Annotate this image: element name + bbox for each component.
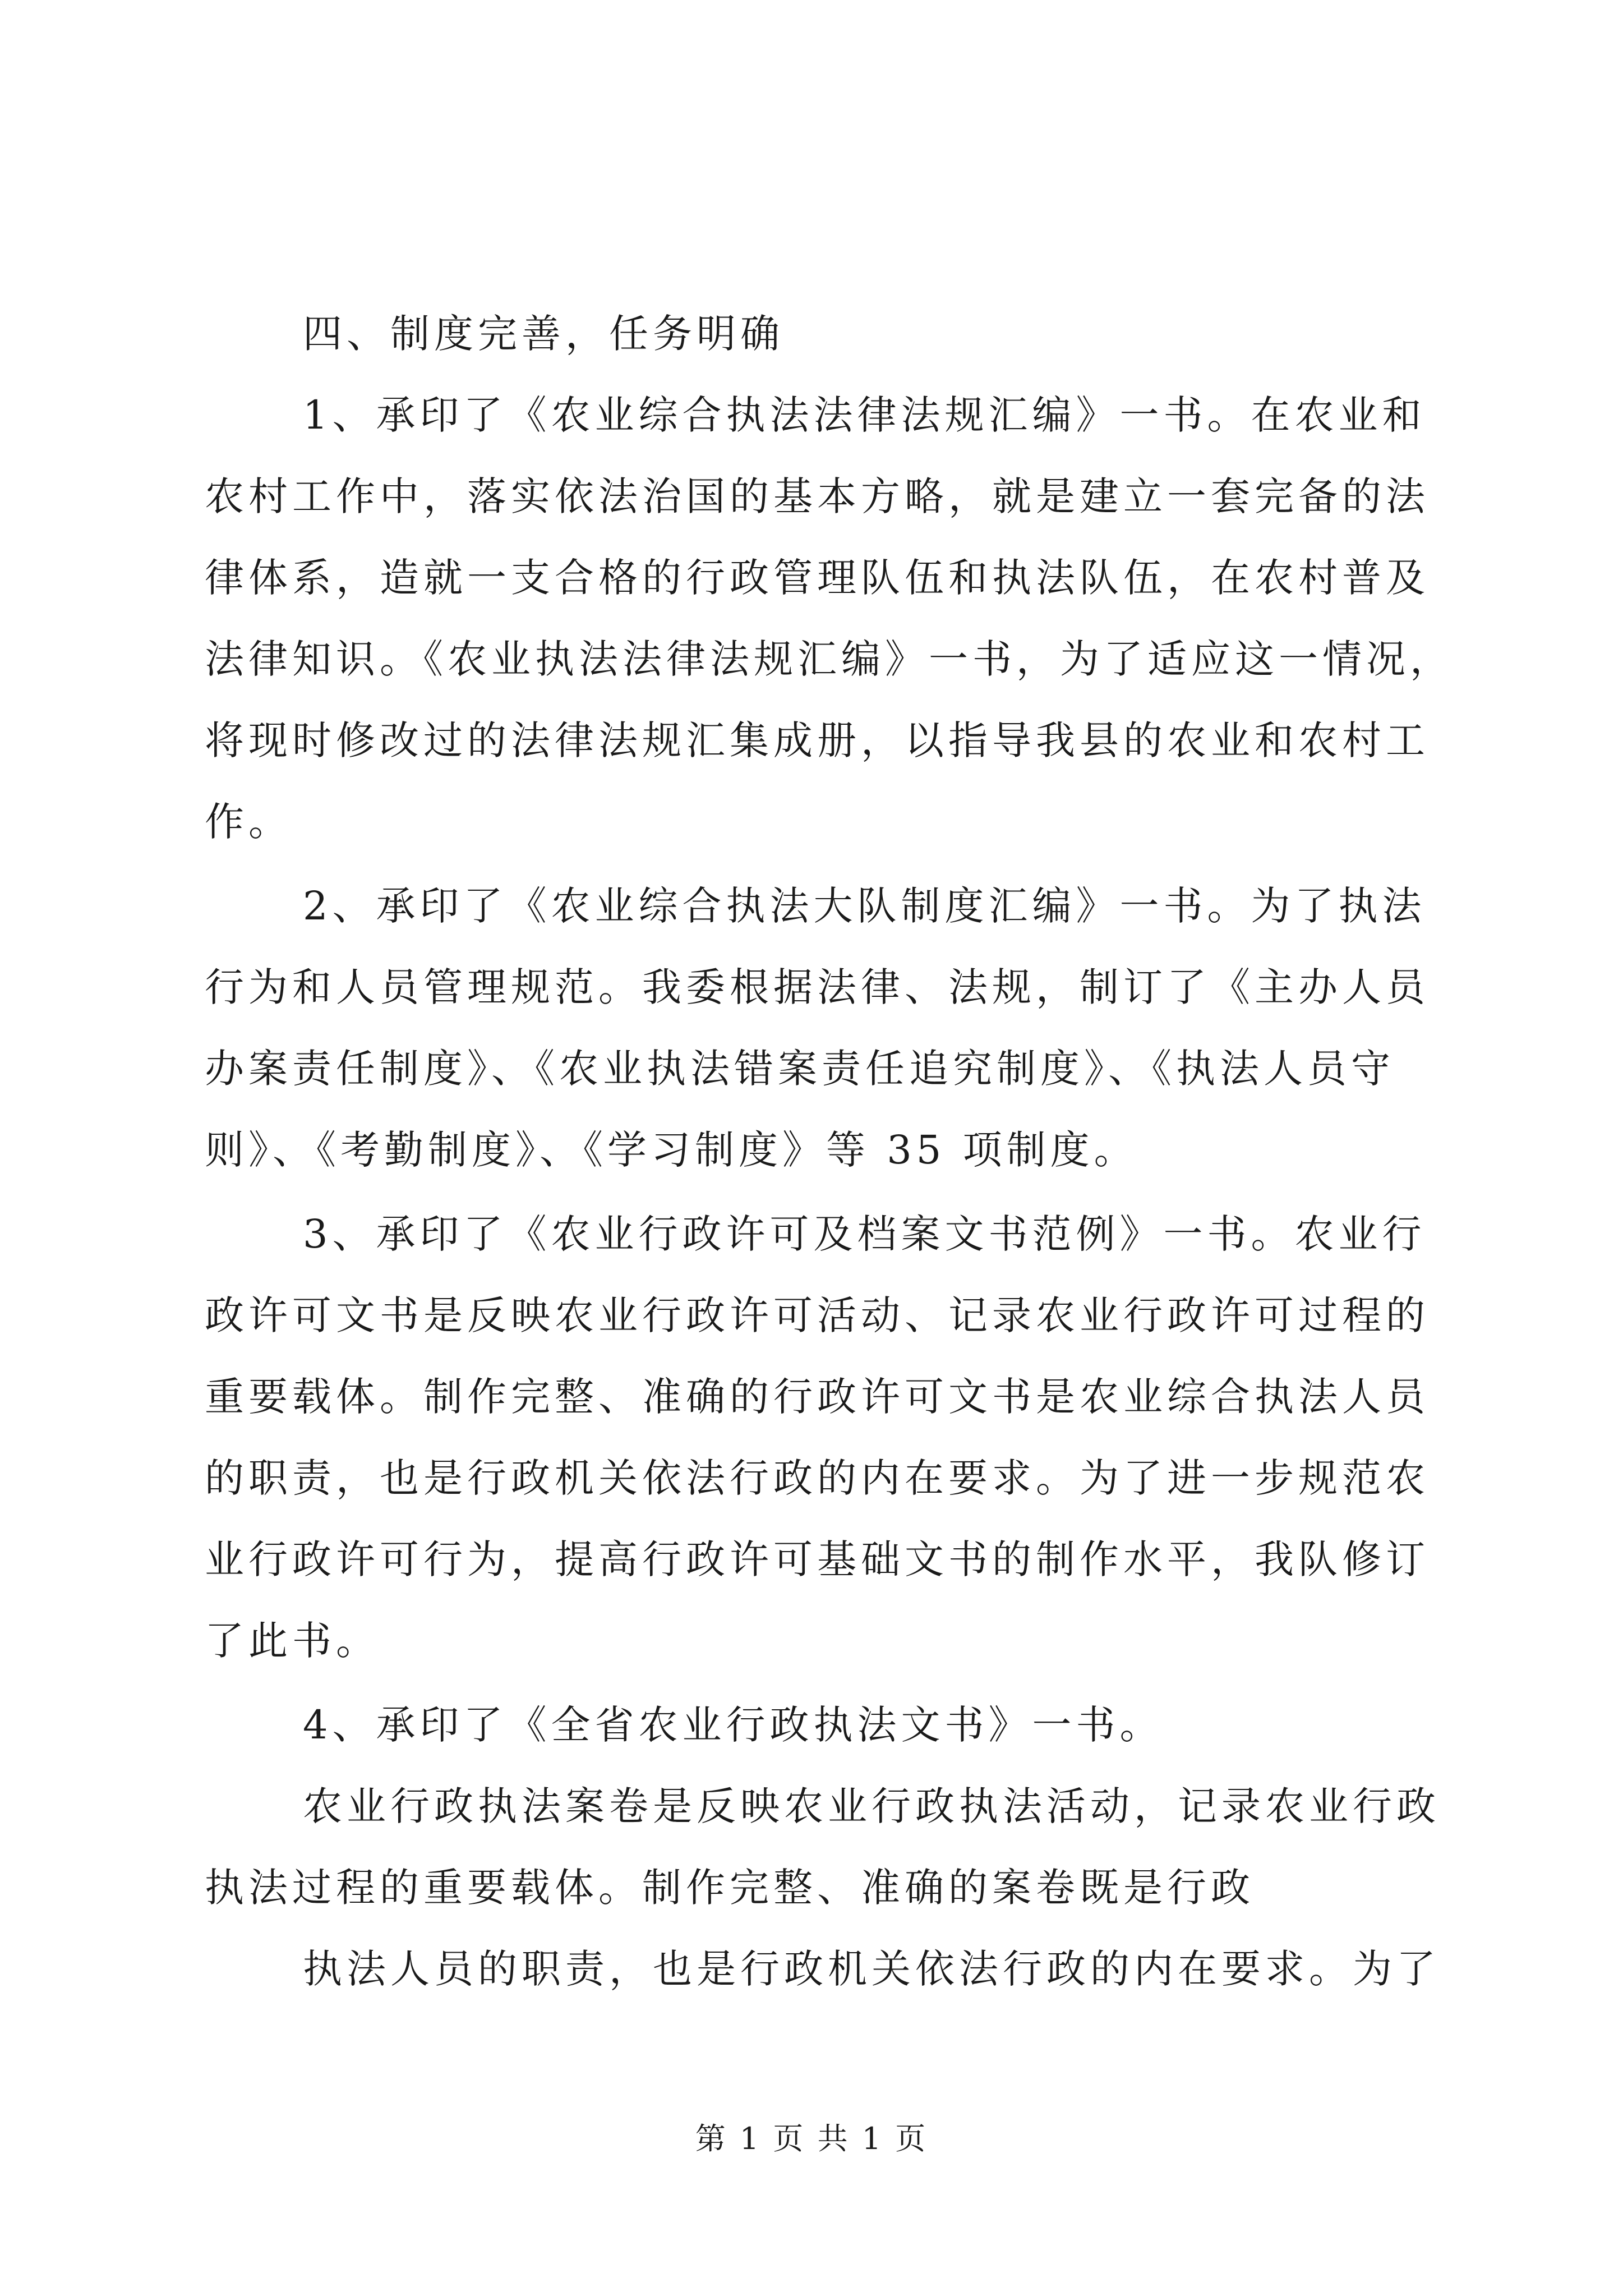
- paragraph-line: 的职责，也是行政机关依法行政的内在要求。为了进一步规范农: [205, 1455, 1430, 1501]
- section-heading: 四、制度完善，任务明确: [303, 311, 784, 357]
- paragraph-line: 2、承印了《农业综合执法大队制度汇编》一书。为了执法: [303, 883, 1426, 929]
- paragraph-line: 法律知识。《农业执法法律法规汇编》一书，为了适应这一情况，: [205, 636, 1454, 682]
- paragraph-line: 律体系，造就一支合格的行政管理队伍和执法队伍，在农村普及: [205, 555, 1430, 601]
- paragraph-line: 政许可文书是反映农业行政许可活动、记录农业行政许可过程的: [205, 1292, 1430, 1338]
- paragraph-line: 1、承印了《农业综合执法法律法规汇编》一书。在农业和: [303, 392, 1426, 438]
- paragraph-line: 重要载体。制作完整、准确的行政许可文书是农业综合执法人员: [205, 1374, 1430, 1420]
- paragraph-line: 农村工作中，落实依法治国的基本方略，就是建立一套完备的法: [205, 473, 1430, 519]
- paragraph-line: 将现时修改过的法律法规汇集成册，以指导我县的农业和农村工: [205, 717, 1430, 763]
- paragraph-line: 3、承印了《农业行政许可及档案文书范例》一书。农业行: [303, 1211, 1426, 1257]
- paragraph-line: 业行政许可行为，提高行政许可基础文书的制作水平，我队修订: [205, 1536, 1430, 1582]
- paragraph-line: 则》、《考勤制度》、《学习制度》等 35 项制度。: [205, 1127, 1138, 1173]
- paragraph-line: 执法过程的重要载体。制作完整、准确的案卷既是行政: [205, 1865, 1255, 1911]
- paragraph-line: 行为和人员管理规范。我委根据法律、法规，制订了《主办人员: [205, 964, 1430, 1010]
- paragraph-line: 作。: [205, 799, 292, 845]
- paragraph-line: 4、承印了《全省农业行政执法文书》一书。: [303, 1702, 1164, 1748]
- paragraph-line: 农业行政执法案卷是反映农业行政执法活动，记录农业行政: [303, 1783, 1440, 1829]
- page-number-footer: 第 1 页 共 1 页: [695, 2121, 928, 2156]
- paragraph-line: 办案责任制度》、《农业执法错案责任追究制度》、《执法人员守: [205, 1046, 1395, 1092]
- paragraph-line: 了此书。: [205, 1618, 380, 1664]
- paragraph-line: 执法人员的职责，也是行政机关依法行政的内在要求。为了: [303, 1946, 1440, 1992]
